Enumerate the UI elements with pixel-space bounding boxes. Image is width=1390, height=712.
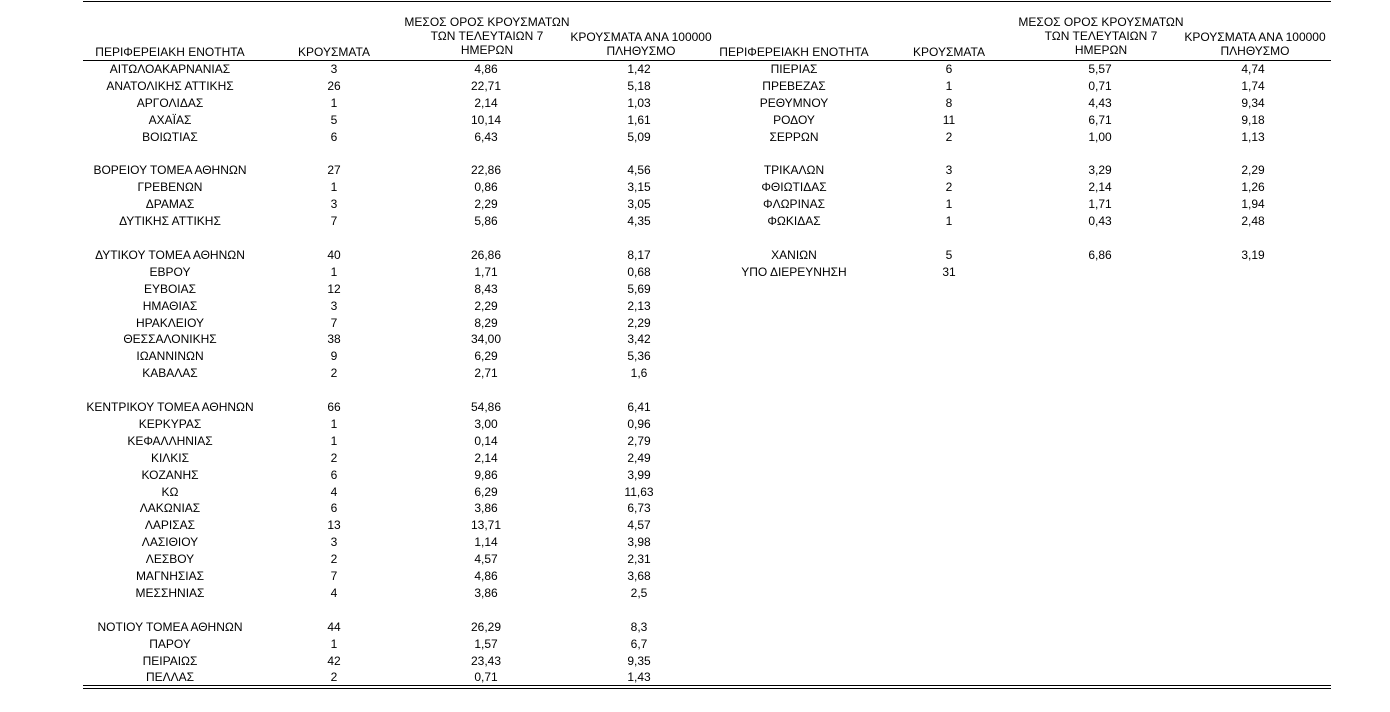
right-row-avg (1060, 230, 1140, 247)
left-row-name: ΛΑΣΙΘΙΟΥ (141, 535, 199, 550)
left-row-name (84, 382, 256, 399)
right-row-avg: 1,71 (1088, 197, 1112, 212)
left-row-cases: 5 (330, 112, 338, 127)
left-row-cases: 1 (330, 416, 338, 431)
left-row-name: ΕΥΒΟΙΑΣ (143, 281, 197, 296)
right-row-per: 4,74 (1241, 62, 1265, 76)
left-row-cases: 1 (330, 180, 338, 195)
left-row-per: 5,69 (627, 281, 651, 296)
right-row-avg: 5,57 (1088, 62, 1112, 76)
left-row-name: ΝΟΤΙΟΥ ΤΟΜΕΑ ΑΘΗΝΩΝ (97, 619, 243, 634)
left-row-avg: 2,29 (474, 298, 498, 313)
right-header-avg-line1: ΜΕΣΟΣ ΟΡΟΣ ΚΡΟΥΣΜΑΤΩΝ (1018, 15, 1184, 29)
left-row-name: ΘΕΣΣΑΛΟΝΙΚΗΣ (123, 332, 217, 347)
left-row-name: ΚΕΦΑΛΛΗΝΙΑΣ (127, 433, 213, 448)
left-row-avg: 3,86 (474, 585, 498, 600)
left-row-name: ΛΕΣΒΟΥ (145, 552, 195, 567)
right-row-cases: 5 (945, 247, 953, 262)
left-row-per: 2,5 (630, 585, 648, 600)
left-row-per (589, 230, 689, 247)
left-header-per-100k (561, 30, 721, 58)
left-row-avg: 4,57 (474, 552, 498, 567)
right-row-per (1203, 230, 1303, 247)
right-header-per-line2: ΠΛΗΘΥΣΜΟ (1220, 44, 1290, 58)
left-row-avg: 2,14 (474, 450, 498, 465)
left-row-avg: 23,43 (470, 653, 502, 668)
left-row-avg: 0,86 (474, 180, 498, 195)
left-row-cases: 1 (330, 636, 338, 651)
left-row-avg: 10,14 (470, 112, 502, 127)
left-row-cases: 1 (330, 433, 338, 448)
right-row-cases (898, 146, 1000, 163)
left-row-per: 5,09 (627, 129, 651, 144)
left-row-per: 6,73 (627, 501, 651, 516)
left-row-avg: 26,29 (470, 619, 502, 634)
left-row-avg: 2,29 (474, 197, 498, 212)
right-row-avg (1060, 146, 1140, 163)
right-row-name: ΠΙΕΡΙΑΣ (770, 62, 818, 76)
left-row-avg: 54,86 (470, 400, 502, 414)
left-row-name: ΛΑΚΩΝΙΑΣ (139, 501, 201, 516)
bottom-rule-2 (83, 688, 1331, 689)
left-row-cases: 9 (330, 349, 338, 364)
left-header-avg-line1: ΜΕΣΟΣ ΟΡΟΣ ΚΡΟΥΣΜΑΤΩΝ (404, 15, 570, 29)
right-row-avg: 0,71 (1088, 78, 1112, 93)
left-row-cases: 13 (327, 518, 341, 533)
left-row-cases: 3 (330, 197, 338, 212)
right-row-cases: 31 (942, 264, 956, 279)
left-row-per: 4,56 (627, 163, 651, 178)
right-row-cases: 8 (945, 95, 953, 110)
left-row-per: 3,15 (627, 180, 651, 195)
left-row-name: ΕΒΡΟΥ (149, 264, 191, 279)
left-row-per: 3,42 (627, 332, 651, 347)
left-row-cases: 4 (330, 484, 338, 499)
left-row-cases: 3 (330, 298, 338, 313)
left-row-per (589, 602, 689, 619)
left-row-avg: 2,71 (474, 366, 498, 381)
right-row-name: ΥΠΟ ΔΙΕΡΕΥΝΗΣΗ (741, 264, 847, 279)
left-row-cases: 3 (330, 62, 338, 76)
left-row-avg: 6,29 (474, 349, 498, 364)
left-row-cases: 12 (327, 281, 341, 296)
right-row-avg: 2,14 (1088, 180, 1112, 195)
right-header-region: ΠΕΡΙΦΕΡΕΙΑΚΗ ΕΝΟΤΗΤΑ (719, 45, 869, 59)
right-row-per: 1,26 (1241, 180, 1265, 195)
right-row-name: ΦΩΚΙΔΑΣ (767, 214, 821, 229)
right-row-name: ΡΟΔΟΥ (773, 112, 815, 127)
left-row-per: 8,17 (627, 247, 651, 262)
right-header-avg-line3: ΗΜΕΡΩΝ (1074, 43, 1128, 57)
right-row-per: 2,29 (1241, 163, 1265, 178)
top-rule (83, 1, 1331, 2)
left-row-avg (446, 602, 526, 619)
left-row-per: 3,68 (627, 569, 651, 583)
right-row-cases: 6 (945, 62, 953, 76)
left-row-name: ΑΧΑΪΑΣ (148, 112, 192, 127)
right-row-cases: 2 (945, 129, 953, 144)
left-row-avg: 8,43 (474, 281, 498, 296)
left-row-per: 6,7 (630, 636, 648, 651)
left-row-avg: 2,14 (474, 95, 498, 110)
left-row-avg (446, 382, 526, 399)
right-row-cases: 1 (945, 197, 953, 212)
left-row-cases: 44 (327, 619, 341, 634)
left-row-cases: 2 (330, 366, 338, 381)
left-row-cases (284, 230, 384, 247)
right-row-name: ΣΕΡΡΩΝ (769, 129, 819, 144)
left-row-avg: 22,71 (470, 78, 502, 93)
left-row-per: 2,79 (627, 433, 651, 448)
left-row-cases: 7 (330, 315, 338, 330)
left-row-name: ΔΥΤΙΚΗΣ ΑΤΤΙΚΗΣ (119, 214, 221, 229)
left-row-name (84, 146, 256, 163)
left-row-name: ΒΟΙΩΤΙΑΣ (142, 129, 198, 144)
left-row-cases: 6 (330, 501, 338, 516)
header-rule (83, 60, 1331, 61)
left-header-avg-line2: ΤΩΝ ΤΕΛΕΥΤΑΙΩΝ 7 (430, 29, 544, 43)
left-row-per: 2,31 (627, 552, 651, 567)
right-header-cases: ΚΡΟΥΣΜΑΤΑ (913, 45, 985, 59)
left-row-name: ΚΕΡΚΥΡΑΣ (138, 416, 202, 431)
left-row-per (589, 382, 689, 399)
right-row-per: 9,34 (1241, 95, 1265, 110)
left-row-name: ΗΡΑΚΛΕΙΟΥ (135, 315, 205, 330)
right-row-name: ΧΑΝΙΩΝ (771, 247, 817, 262)
right-row-cases: 11 (942, 112, 956, 127)
left-row-avg (446, 230, 526, 247)
left-row-cases: 2 (330, 450, 338, 465)
left-header-cases: ΚΡΟΥΣΜΑΤΑ (298, 45, 370, 59)
left-row-per: 1,42 (627, 62, 651, 76)
right-row-avg: 3,29 (1088, 163, 1112, 178)
left-row-per (589, 146, 689, 163)
left-row-name: ΚΕΝΤΡΙΚΟΥ ΤΟΜΕΑ ΑΘΗΝΩΝ (86, 400, 254, 414)
left-row-cases: 1 (330, 264, 338, 279)
left-row-cases: 26 (327, 78, 341, 93)
bottom-rule-1 (83, 685, 1331, 686)
left-row-cases: 1 (330, 95, 338, 110)
right-row-name: ΠΡΕΒΕΖΑΣ (762, 78, 826, 93)
right-row-name (708, 230, 880, 247)
left-row-per: 5,36 (627, 349, 651, 364)
left-row-cases: 6 (330, 467, 338, 482)
left-row-per: 2,49 (627, 450, 651, 465)
left-row-name: ΚΩ (161, 484, 179, 499)
left-row-name: ΓΡΕΒΕΝΩΝ (137, 180, 203, 195)
right-row-avg: 4,43 (1088, 95, 1112, 110)
left-row-avg: 6,43 (474, 129, 498, 144)
right-header-per-line1: ΚΡΟΥΣΜΑΤΑ ΑΝΑ 100000 (1184, 30, 1326, 44)
left-row-cases: 66 (327, 400, 341, 414)
left-row-per: 1,03 (627, 95, 651, 110)
left-row-avg: 0,14 (474, 433, 498, 448)
left-row-per: 1,43 (627, 670, 651, 685)
left-row-cases: 2 (330, 670, 338, 685)
right-row-cases: 2 (945, 180, 953, 195)
left-row-avg: 1,14 (474, 535, 498, 550)
left-row-name (84, 230, 256, 247)
left-header-avg-line3: ΗΜΕΡΩΝ (460, 43, 514, 57)
left-row-name: ΔΡΑΜΑΣ (145, 197, 195, 212)
left-row-avg: 4,86 (474, 569, 498, 583)
left-row-per: 1,6 (630, 366, 648, 381)
right-row-avg (1060, 264, 1140, 281)
left-row-per: 0,96 (627, 416, 651, 431)
left-row-avg: 26,86 (470, 247, 502, 262)
right-row-per: 1,94 (1241, 197, 1265, 212)
left-row-avg (446, 146, 526, 163)
left-row-per: 2,13 (627, 298, 651, 313)
right-row-per: 1,74 (1241, 78, 1265, 93)
left-row-cases: 27 (327, 163, 341, 178)
left-row-cases: 7 (330, 214, 338, 229)
left-row-per: 9,35 (627, 653, 651, 668)
left-row-per: 8,3 (630, 619, 648, 634)
right-row-avg: 6,86 (1088, 247, 1112, 262)
left-row-name: ΑΙΤΩΛΟΑΚΑΡΝΑΝΙΑΣ (109, 62, 231, 76)
left-row-name: ΜΑΓΝΗΣΙΑΣ (135, 569, 205, 583)
left-row-name: ΚΑΒΑΛΑΣ (142, 366, 198, 381)
left-row-cases: 38 (327, 332, 341, 347)
left-row-per: 4,35 (627, 214, 651, 229)
left-row-cases: 6 (330, 129, 338, 144)
left-row-cases (284, 602, 384, 619)
right-row-per (1203, 264, 1303, 281)
left-row-per: 3,99 (627, 467, 651, 482)
left-header-per-line2: ΠΛΗΘΥΣΜΟ (606, 44, 676, 58)
left-row-name: ΔΥΤΙΚΟΥ ΤΟΜΕΑ ΑΘΗΝΩΝ (95, 247, 245, 262)
left-header-region: ΠΕΡΙΦΕΡΕΙΑΚΗ ΕΝΟΤΗΤΑ (95, 45, 245, 59)
right-row-cases (898, 230, 1000, 247)
left-row-name: ΜΕΣΣΗΝΙΑΣ (135, 585, 205, 600)
left-row-cases: 2 (330, 552, 338, 567)
left-row-name: ΠΕΛΛΑΣ (145, 670, 195, 685)
left-row-per: 6,41 (627, 400, 651, 414)
left-row-cases: 7 (330, 569, 338, 583)
left-row-avg: 8,29 (474, 315, 498, 330)
left-header-per-line1: ΚΡΟΥΣΜΑΤΑ ΑΝΑ 100000 (570, 30, 712, 44)
left-row-avg: 13,71 (470, 518, 502, 533)
right-row-name (708, 146, 880, 163)
right-row-per: 3,19 (1241, 247, 1265, 262)
left-row-name: ΛΑΡΙΣΑΣ (144, 518, 196, 533)
left-row-name: ΠΕΙΡΑΙΩΣ (142, 653, 198, 668)
right-header-avg (1016, 15, 1186, 57)
left-row-per: 3,98 (627, 535, 651, 550)
left-row-per: 11,63 (624, 484, 654, 499)
left-row-name: ΑΝΑΤΟΛΙΚΗΣ ΑΤΤΙΚΗΣ (106, 78, 234, 93)
left-row-per: 4,57 (627, 518, 651, 533)
left-row-avg: 1,71 (474, 264, 498, 279)
right-header-per-100k (1175, 30, 1335, 58)
left-row-cases: 3 (330, 535, 338, 550)
right-row-name: ΦΛΩΡΙΝΑΣ (763, 197, 825, 212)
right-row-avg: 0,43 (1088, 214, 1112, 229)
right-row-name: ΡΕΘΥΜΝΟΥ (759, 95, 829, 110)
right-row-cases: 1 (945, 78, 953, 93)
left-row-avg: 1,57 (474, 636, 498, 651)
left-row-name: ΚΙΛΚΙΣ (150, 450, 190, 465)
right-row-avg: 6,71 (1088, 112, 1112, 127)
left-row-cases (284, 146, 384, 163)
left-row-name (84, 602, 256, 619)
right-header-avg-line2: ΤΩΝ ΤΕΛΕΥΤΑΙΩΝ 7 (1044, 29, 1158, 43)
left-row-name: ΗΜΑΘΙΑΣ (142, 298, 198, 313)
left-row-avg: 3,86 (474, 501, 498, 516)
left-row-per: 3,05 (627, 197, 651, 212)
left-row-avg: 0,71 (474, 670, 498, 685)
right-row-cases: 3 (945, 163, 953, 178)
left-row-cases: 4 (330, 585, 338, 600)
right-row-name: ΤΡΙΚΑΛΩΝ (763, 163, 825, 178)
left-row-avg: 9,86 (474, 467, 498, 482)
left-row-name: ΠΑΡΟΥ (149, 636, 191, 651)
left-header-avg (402, 15, 572, 57)
left-row-per: 2,29 (627, 315, 651, 330)
left-row-per: 0,68 (627, 264, 651, 279)
right-row-avg: 1,00 (1088, 129, 1112, 144)
right-row-cases: 1 (945, 214, 953, 229)
left-row-avg: 34,00 (470, 332, 502, 347)
right-row-per: 1,13 (1241, 129, 1265, 144)
left-row-name: ΙΩΑΝΝΙΝΩΝ (136, 349, 204, 364)
left-row-avg: 5,86 (474, 214, 498, 229)
left-row-avg: 6,29 (474, 484, 498, 499)
right-row-per: 9,18 (1241, 112, 1265, 127)
left-row-per: 1,61 (627, 112, 651, 127)
left-row-name: ΒΟΡΕΙΟΥ ΤΟΜΕΑ ΑΘΗΝΩΝ (93, 163, 247, 178)
right-row-name: ΦΘΙΩΤΙΔΑΣ (761, 180, 827, 195)
left-row-avg: 3,00 (474, 416, 498, 431)
right-row-per (1203, 146, 1303, 163)
left-row-avg: 22,86 (470, 163, 502, 178)
left-row-cases: 40 (327, 247, 341, 262)
left-row-name: ΑΡΓΟΛΙΔΑΣ (136, 95, 204, 110)
left-row-cases (284, 382, 384, 399)
left-row-name: ΚΟΖΑΝΗΣ (141, 467, 199, 482)
left-row-cases: 42 (327, 653, 341, 668)
right-row-per: 2,48 (1241, 214, 1265, 229)
left-row-per: 5,18 (627, 78, 651, 93)
left-row-avg: 4,86 (474, 62, 498, 76)
